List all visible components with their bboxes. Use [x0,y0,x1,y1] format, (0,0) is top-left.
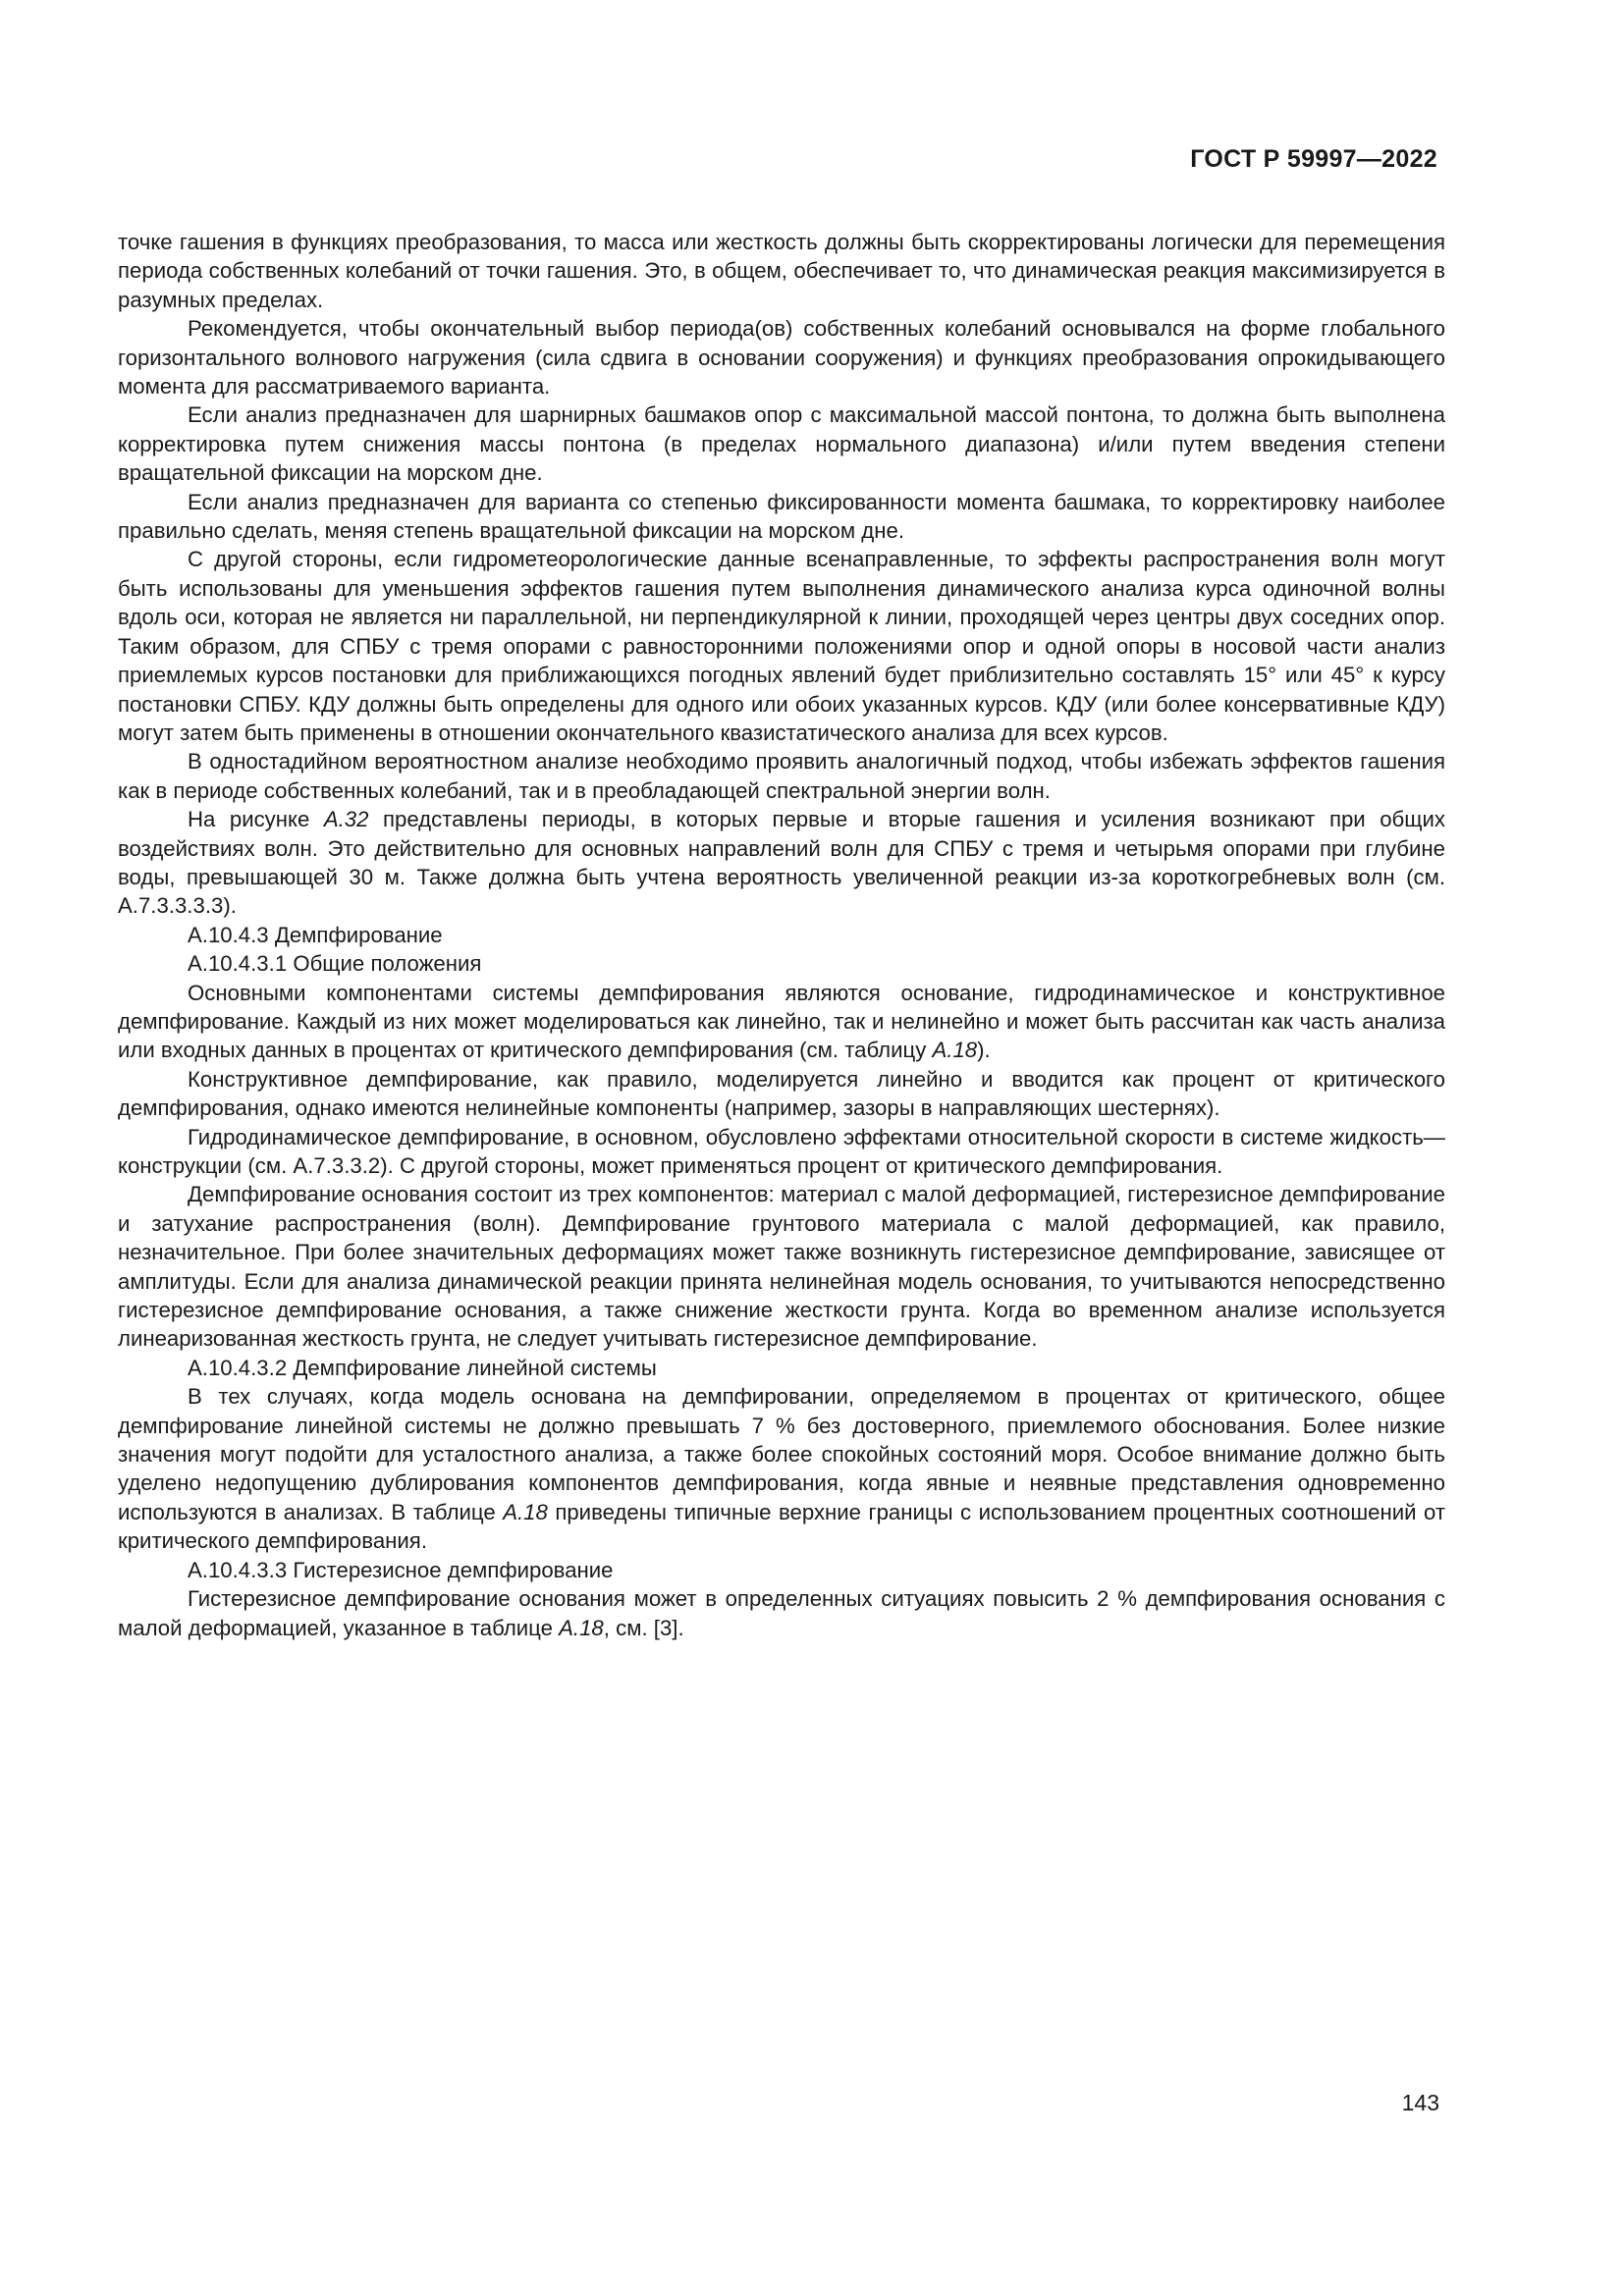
paragraph-text: Основными компонентами системы демпфирования являются основание, гидродинамическое и конструктивное демпфирование. Каждый из них может моделироваться как линейно, так и нелинейно и может быть рассчитан как часть анализа или входных данных в процентах от критического демпфирования (см. таблицу [118,980,1445,1063]
paragraph: Гидродинамическое демпфирование, в основном, обусловлено эффектами относительной скорости в системе жидкость—конструкции (см. А.7.3.3.2). С другой стороны, может применяться процент от критического демпфирования. [118,1124,1445,1178]
paragraph-text: приведены типичные верхние границы с использованием процентных соотношений от критического демпфирования. [118,1499,1445,1554]
paragraph: С другой стороны, если гидрометеорологические данные всенаправленные, то эффекты распространения волн могут быть использованы для уменьшения эффектов гашения путем выполнения динамического анализа курса одиночной волны вдоль оси, которая не является ни параллельной, ни перпендикулярной к линии, проходящей через центры двух соседних опор. Таким образом, для СПБУ с тремя опорами с равносторонними положениями опор и одной опоры в носовой части анализ приемлемых курсов постановки для приближающихся погодных явлений будет приблизительно составлять 15° или 45° к курсу постановки СПБУ. КДУ должны быть определены для одного или обоих указанных курсов. КДУ (или более консервативные КДУ) могут затем быть применены в отношении окончательного квазистатического анализа для всех курсов. [118,547,1445,745]
table-reference: А.18 [503,1499,548,1524]
paragraph [118,805,1445,921]
paragraph-text: представлены периоды, в которых первые и вторые гашения и усиления возникают при общих воздействиях волн. Это действительно для основных направлений волн для СПБУ с тремя и четырьмя опорами при глубине воды, превышающей 30 м. Также должна быть учтена вероятность увеличенной реакции из-за короткогребневых волн (см. А.7.3.3.3.3). [118,807,1445,919]
paragraph-text: , см. [3]. [603,1615,684,1640]
page-number: 143 [1401,2090,1439,2115]
section-heading: А.10.4.3.1 Общие положения [188,951,482,977]
paragraph [118,1584,1445,1642]
section-heading: А.10.4.3.2 Демпфирование линейной системы [188,1355,657,1380]
paragraph: точке гашения в функциях преобразования, то масса или жесткость должны быть скорректированы логически для перемещения периода собственных колебаний от точки гашения. Это, в общем, обеспечивает то, что динамическая реакция максимизируется в разумных пределах. [118,230,1445,312]
paragraph: Конструктивное демпфирование, как правило, моделируется линейно и вводится как процент от критического демпфирования, однако имеются нелинейные компоненты (например, зазоры в направляющих шестернях). [118,1066,1445,1121]
section-heading: А.10.4.3.3 Гистерезисное демпфирование [188,1557,614,1582]
paragraph-text: На рисунке [188,807,324,832]
document-body [118,228,1445,1642]
paragraph: Демпфирование основания состоит из трех компонентов: материал с малой деформацией, гистерезисное демпфирование и затухание распространения (волн). Демпфирование грунтового материала с малой деформацией, как правило, незначительное. При более значительных деформациях может также возникнуть гистерезисное демпфирование, зависящее от амплитуды. Если для анализа динамической реакции принята нелинейная модель основания, то учитываются непосредственно гистерезисное демпфирование основания, а также снижение жесткости грунта. Когда во временном анализе используется линеаризованная жесткость грунта, не следует учитывать гистерезисное демпфирование. [118,1182,1445,1352]
paragraph-text: ). [977,1038,991,1063]
paragraph-text: Гистерезисное демпфирование основания может в определенных ситуациях повысить 2 % демпфирования основания с малой деформацией, указанное в таблице [118,1586,1445,1640]
paragraph: В одностадийном вероятностном анализе необходимо проявить аналогичный подход, чтобы избежать эффектов гашения как в периоде собственных колебаний, так и в преобладающей спектральной энергии волн. [118,749,1445,803]
table-reference: А.18 [559,1615,604,1640]
paragraph [118,1382,1445,1555]
paragraph-text: В тех случаях, когда модель основана на демпфировании, определяемом в процентах от критического, общее демпфирование линейной системы не должно превышать 7 % без достоверного, приемлемого обоснования. Более низкие значения могут подойти для усталостного анализа, а также более спокойных состояний моря. Особое внимание должно быть уделено недопущению дублирования компонентов демпфирования, когда явные и неявные представления одновременно используются в анализах. В таблице [118,1384,1445,1524]
document-header-id: ГОСТ Р 59997—2022 [1190,145,1437,173]
paragraph: Если анализ предназначен для варианта со степенью фиксированности момента башмака, то корректировку наиболее правильно сделать, меняя степень вращательной фиксации на морском дне. [118,489,1445,544]
paragraph: Рекомендуется, чтобы окончательный выбор периода(ов) собственных колебаний основывался на форме глобального горизонтального волнового нагружения (сила сдвига в основании сооружения) и функциях преобразования опрокидывающего момента для рассматриваемого варианта. [118,316,1445,400]
figure-reference: А.32 [323,807,369,832]
section-heading: А.10.4.3 Демпфирование [188,922,443,947]
table-reference: А.18 [932,1038,978,1063]
paragraph [118,979,1445,1065]
paragraph: Если анализ предназначен для шарнирных башмаков опор с максимальной массой понтона, то должна быть выполнена корректировка путем снижения массы понтона (в пределах нормального диапазона) и/или путем введения степени вращательной фиксации на морском дне. [118,402,1445,486]
